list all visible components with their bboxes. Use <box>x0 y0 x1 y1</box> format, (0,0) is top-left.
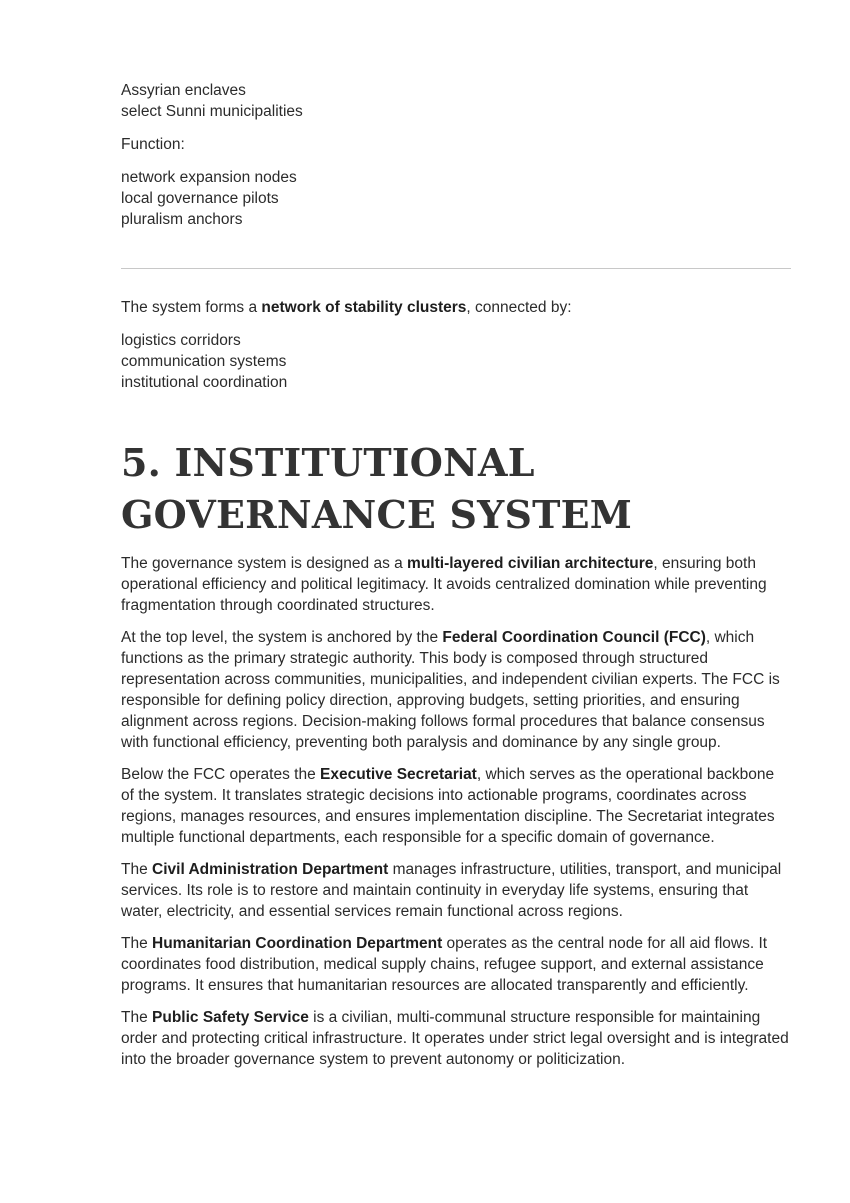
body-paragraph <box>121 627 791 753</box>
text-run: The governance system is designed as a <box>121 555 408 572</box>
connection-list <box>121 330 791 393</box>
body-paragraph <box>121 859 791 922</box>
region-list <box>121 80 791 122</box>
body-paragraph <box>121 933 791 996</box>
list-item: institutional coordination <box>121 374 288 391</box>
document-page <box>121 80 791 1081</box>
text-run: , which functions as the primary strategic authority. This body is composed through structured representation across communities, municipalities, and independent civilian experts. The FCC is responsible for defining policy direction, approving budgets, setting priorities, and ensuring alignment across regions. Decision-making follows formal procedures that balance consensus with functional efficiency, preventing both paralysis and dominance by any single group. <box>121 629 780 751</box>
list-item: pluralism anchors <box>121 211 243 228</box>
bold-term: Public Safety Service <box>152 1009 309 1026</box>
body-paragraph <box>121 553 791 616</box>
text-run: is a civilian, multi-communal structure responsible for maintaining order and protecting critical infrastructure. It operates under strict legal oversight and is integrated into the broader governance system to prevent autonomy or politicization. <box>121 1009 789 1068</box>
bold-term: Executive Secretariat <box>320 766 477 783</box>
text-run: The <box>121 861 153 878</box>
body-paragraph <box>121 1007 791 1070</box>
text-run: , which serves as the operational backbone of the system. It translates strategic decisions into actionable programs, coordinates across regions, manages resources, and ensures implementation discipline. The Secretariat integrates multiple functional departments, each responsible for a specific domain of governance. <box>121 766 775 846</box>
bold-term: Humanitarian Coordination Department <box>152 935 443 952</box>
text-run: , connected by: <box>466 299 572 316</box>
list-item: network expansion nodes <box>121 169 297 186</box>
list-item: Assyrian enclaves <box>121 82 246 99</box>
bold-term: Civil Administration Department <box>152 861 389 878</box>
bold-term: network of stability clusters <box>261 299 467 316</box>
text-run: manages infrastructure, utilities, transport, and municipal services. Its role is to restore and maintain continuity in everyday life systems, ensuring that water, electricity, and essential services remain functional across regions. <box>121 861 782 920</box>
text-run: The system forms a <box>121 299 262 316</box>
text-run: At the top level, the system is anchored by the <box>121 629 443 646</box>
text-run: operates as the central node for all aid flows. It coordinates food distribution, medical supply chains, refugee support, and external assistance programs. It ensures that humanitarian resources are allocated transparently and efficiently. <box>121 935 768 994</box>
text-run: , ensuring both operational efficiency and political legitimacy. It avoids centralized domination while preventing fragmentation through coordinated structures. <box>121 555 767 614</box>
function-list <box>121 167 791 230</box>
list-item: communication systems <box>121 353 287 370</box>
function-label: Function: <box>121 136 185 153</box>
list-item: select Sunni municipalities <box>121 103 303 120</box>
bold-term: Federal Coordination Council (FCC) <box>442 629 706 646</box>
network-intro-paragraph <box>121 297 791 318</box>
bold-term: multi-layered civilian architecture <box>407 555 654 572</box>
text-run: The <box>121 1009 153 1026</box>
body-paragraph <box>121 764 791 848</box>
section-heading: 5. INSTITUTIONAL GOVERNANCE SYSTEM <box>121 440 633 537</box>
text-run: Below the FCC operates the <box>121 766 321 783</box>
text-run: The <box>121 935 153 952</box>
list-item: logistics corridors <box>121 332 241 349</box>
list-item: local governance pilots <box>121 190 279 207</box>
